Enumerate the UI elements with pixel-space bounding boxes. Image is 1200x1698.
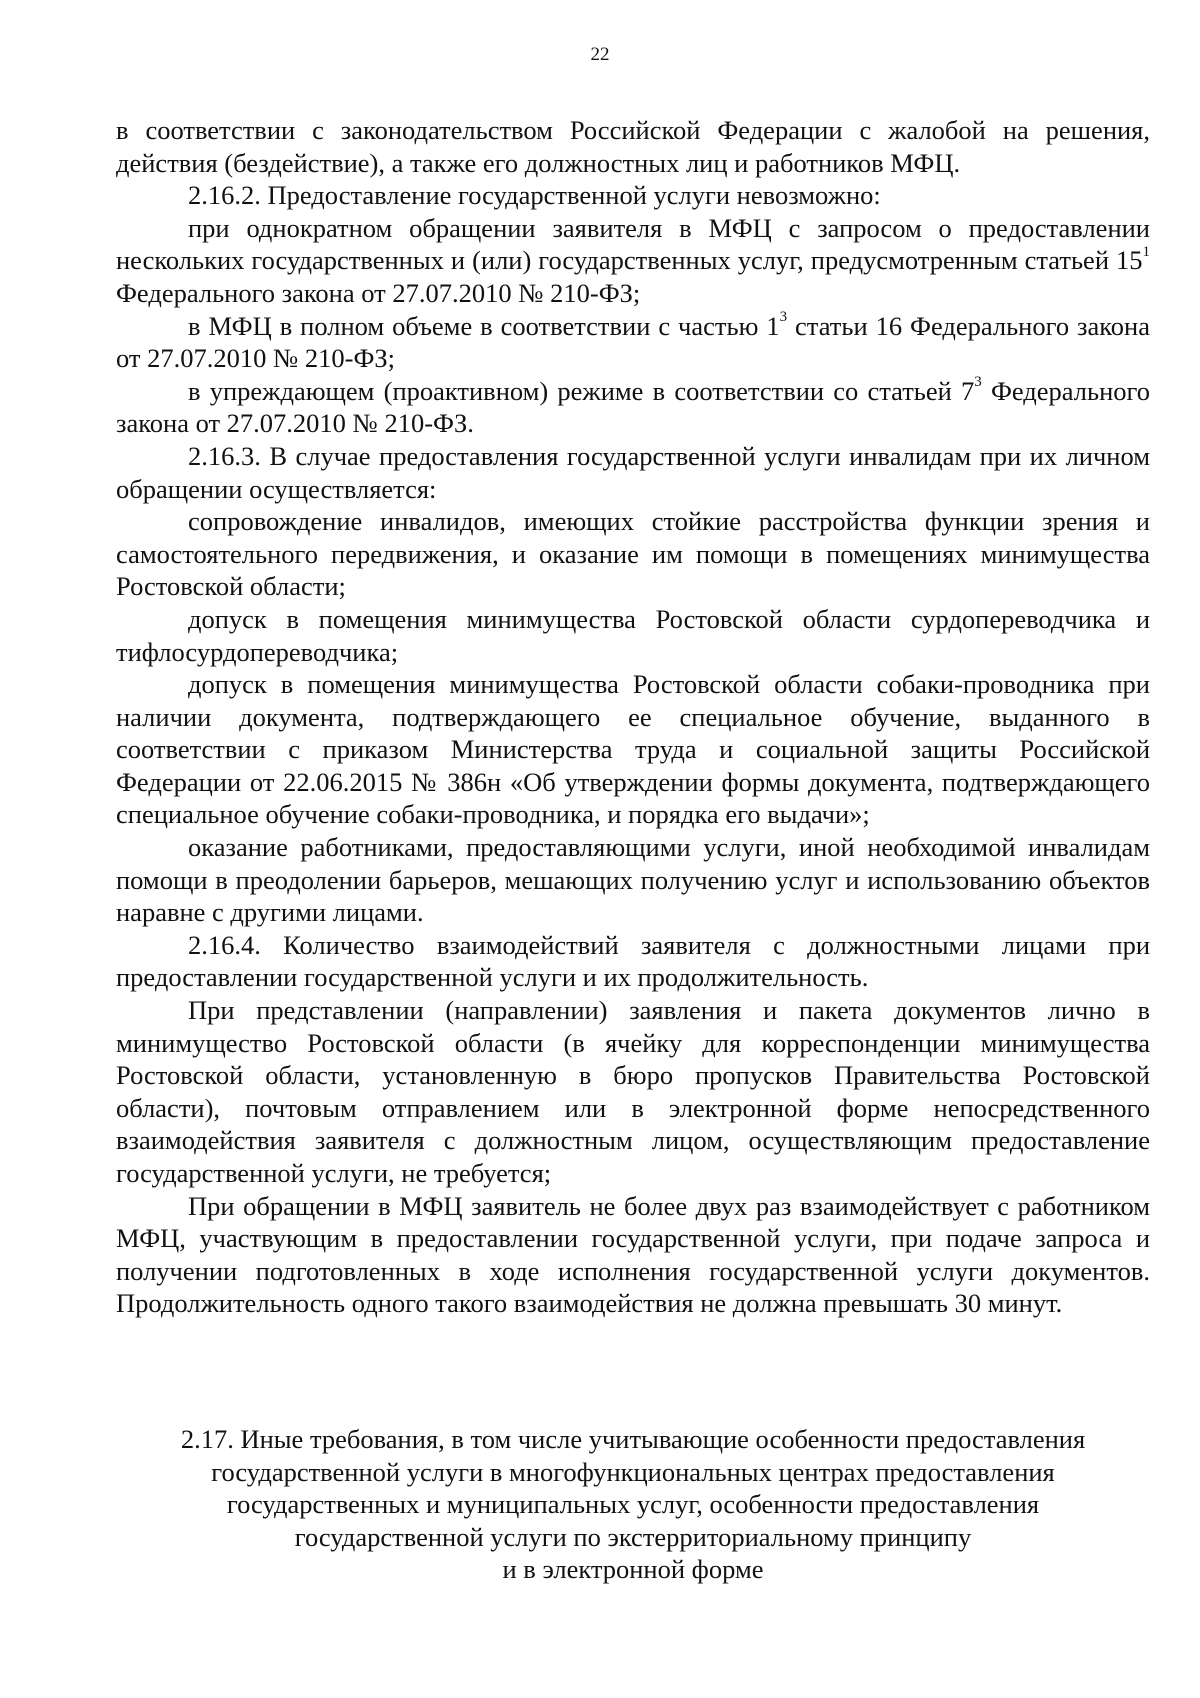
paragraph-guide-dog: допуск в помещения минимущества Ростовской области собаки-проводника при наличии документа, подтверждающего ее специальное обучение, выданного в соответствии с приказом Министерства труда и социальной защиты Российской Федерации от 22.06.2015 № 386н «Об утверждении формы документа, подтверждающего специальное обучение собаки-проводника, и порядка его выдачи»; — [116, 669, 1150, 830]
paragraph-2-16-2: 2.16.2. Предоставление государственной услуги невозможно: — [188, 180, 881, 211]
section-heading-2-17 — [116, 1423, 1150, 1586]
paragraph-proactive-mode — [116, 375, 1150, 440]
paragraph-text: Федерального закона от 27.07.2010 № 210-ФЗ; — [116, 277, 641, 308]
document-body — [116, 114, 1150, 1320]
paragraph-2-16-3: 2.16.3. В случае предоставления государственной услуги инвалидам при их личном обращении осуществляется: — [116, 440, 1150, 504]
heading-line: государственных и муниципальных услуг, особенности предоставления — [226, 1489, 1040, 1520]
heading-line: государственной услуги в многофункциональных центрах предоставления — [211, 1456, 1055, 1487]
superscript: 3 — [779, 308, 788, 325]
paragraph-2-16-4: 2.16.4. Количество взаимодействий заявителя с должностными лицами при предоставлении государственной услуги и их продолжительность. — [116, 929, 1150, 993]
paragraph-escort-disabled: сопровождение инвалидов, имеющих стойкие расстройства функции зрения и самостоятельного передвижения, и оказание им помощи в помещениях минимущества Ростовской области; — [116, 506, 1150, 602]
paragraph-continuation: в соответствии с законодательством Российской Федерации с жалобой на решения, действия (бездействие), а также его должностных лиц и работников МФЦ. — [116, 115, 1150, 178]
paragraph-mfc-interaction: При обращении в МФЦ заявитель не более двух раз взаимодействует с работником МФЦ, участвующим в предоставлении государственной услуги, при подаче запроса и получении подготовленных в ходе исполнения государственной услуги документов. Продолжительность одного такого взаимодействия не должна превышать 30 минут. — [116, 1190, 1150, 1319]
heading-line: и в электронной форме — [502, 1554, 764, 1585]
paragraph-text: в упреждающем (проактивном) режиме в соответствии со статьей 7 — [188, 375, 975, 406]
paragraph-text: при однократном обращении заявителя в МФЦ с запросом о предоставлении нескольких государственных и (или) государственных услуг, предусмотренным статьей 15 — [116, 212, 1150, 276]
superscript: 3 — [974, 373, 982, 390]
paragraph-text: в МФЦ в полном объеме в соответствии с частью 1 — [188, 310, 780, 341]
paragraph-sign-interpreter: допуск в помещения минимущества Ростовской области сурдопереводчика и тифлосурдопереводчика; — [116, 603, 1150, 667]
paragraph-mfc-full-scope — [116, 310, 1150, 375]
heading-line: 2.17. Иные требования, в том числе учитывающие особенности предоставления — [180, 1424, 1086, 1454]
paragraph-direct-submission: При представлении (направлении) заявления и пакета документов лично в минимущество Ростовской области (в ячейку для корреспонденции минимущества Ростовской области, установленную в бюро пропусков Правительства Ростовской области), почтовым отправлением или в электронной форме непосредственного взаимодействия заявителя с должностным лицом, осуществляющим предоставление государственной услуги, не требуется; — [116, 995, 1150, 1188]
paragraph-mfc-multiple-requests — [116, 212, 1150, 310]
superscript: 1 — [1142, 243, 1150, 260]
paragraph-assistance: оказание работниками, предоставляющими услуги, иной необходимой инвалидам помощи в преодолении барьеров, мешающих получению услуг и использованию объектов наравне с другими лицами. — [116, 832, 1150, 928]
paragraph-text: Федерального закона от 27.07.2010 № 210-ФЗ. — [116, 375, 1150, 439]
page-number: 22 — [590, 44, 610, 65]
paragraph-text: статьи 16 Федерального закона от 27.07.2010 № 210-ФЗ; — [116, 310, 1150, 374]
heading-line: государственной услуги по экстерриториальному принципу — [294, 1521, 972, 1552]
